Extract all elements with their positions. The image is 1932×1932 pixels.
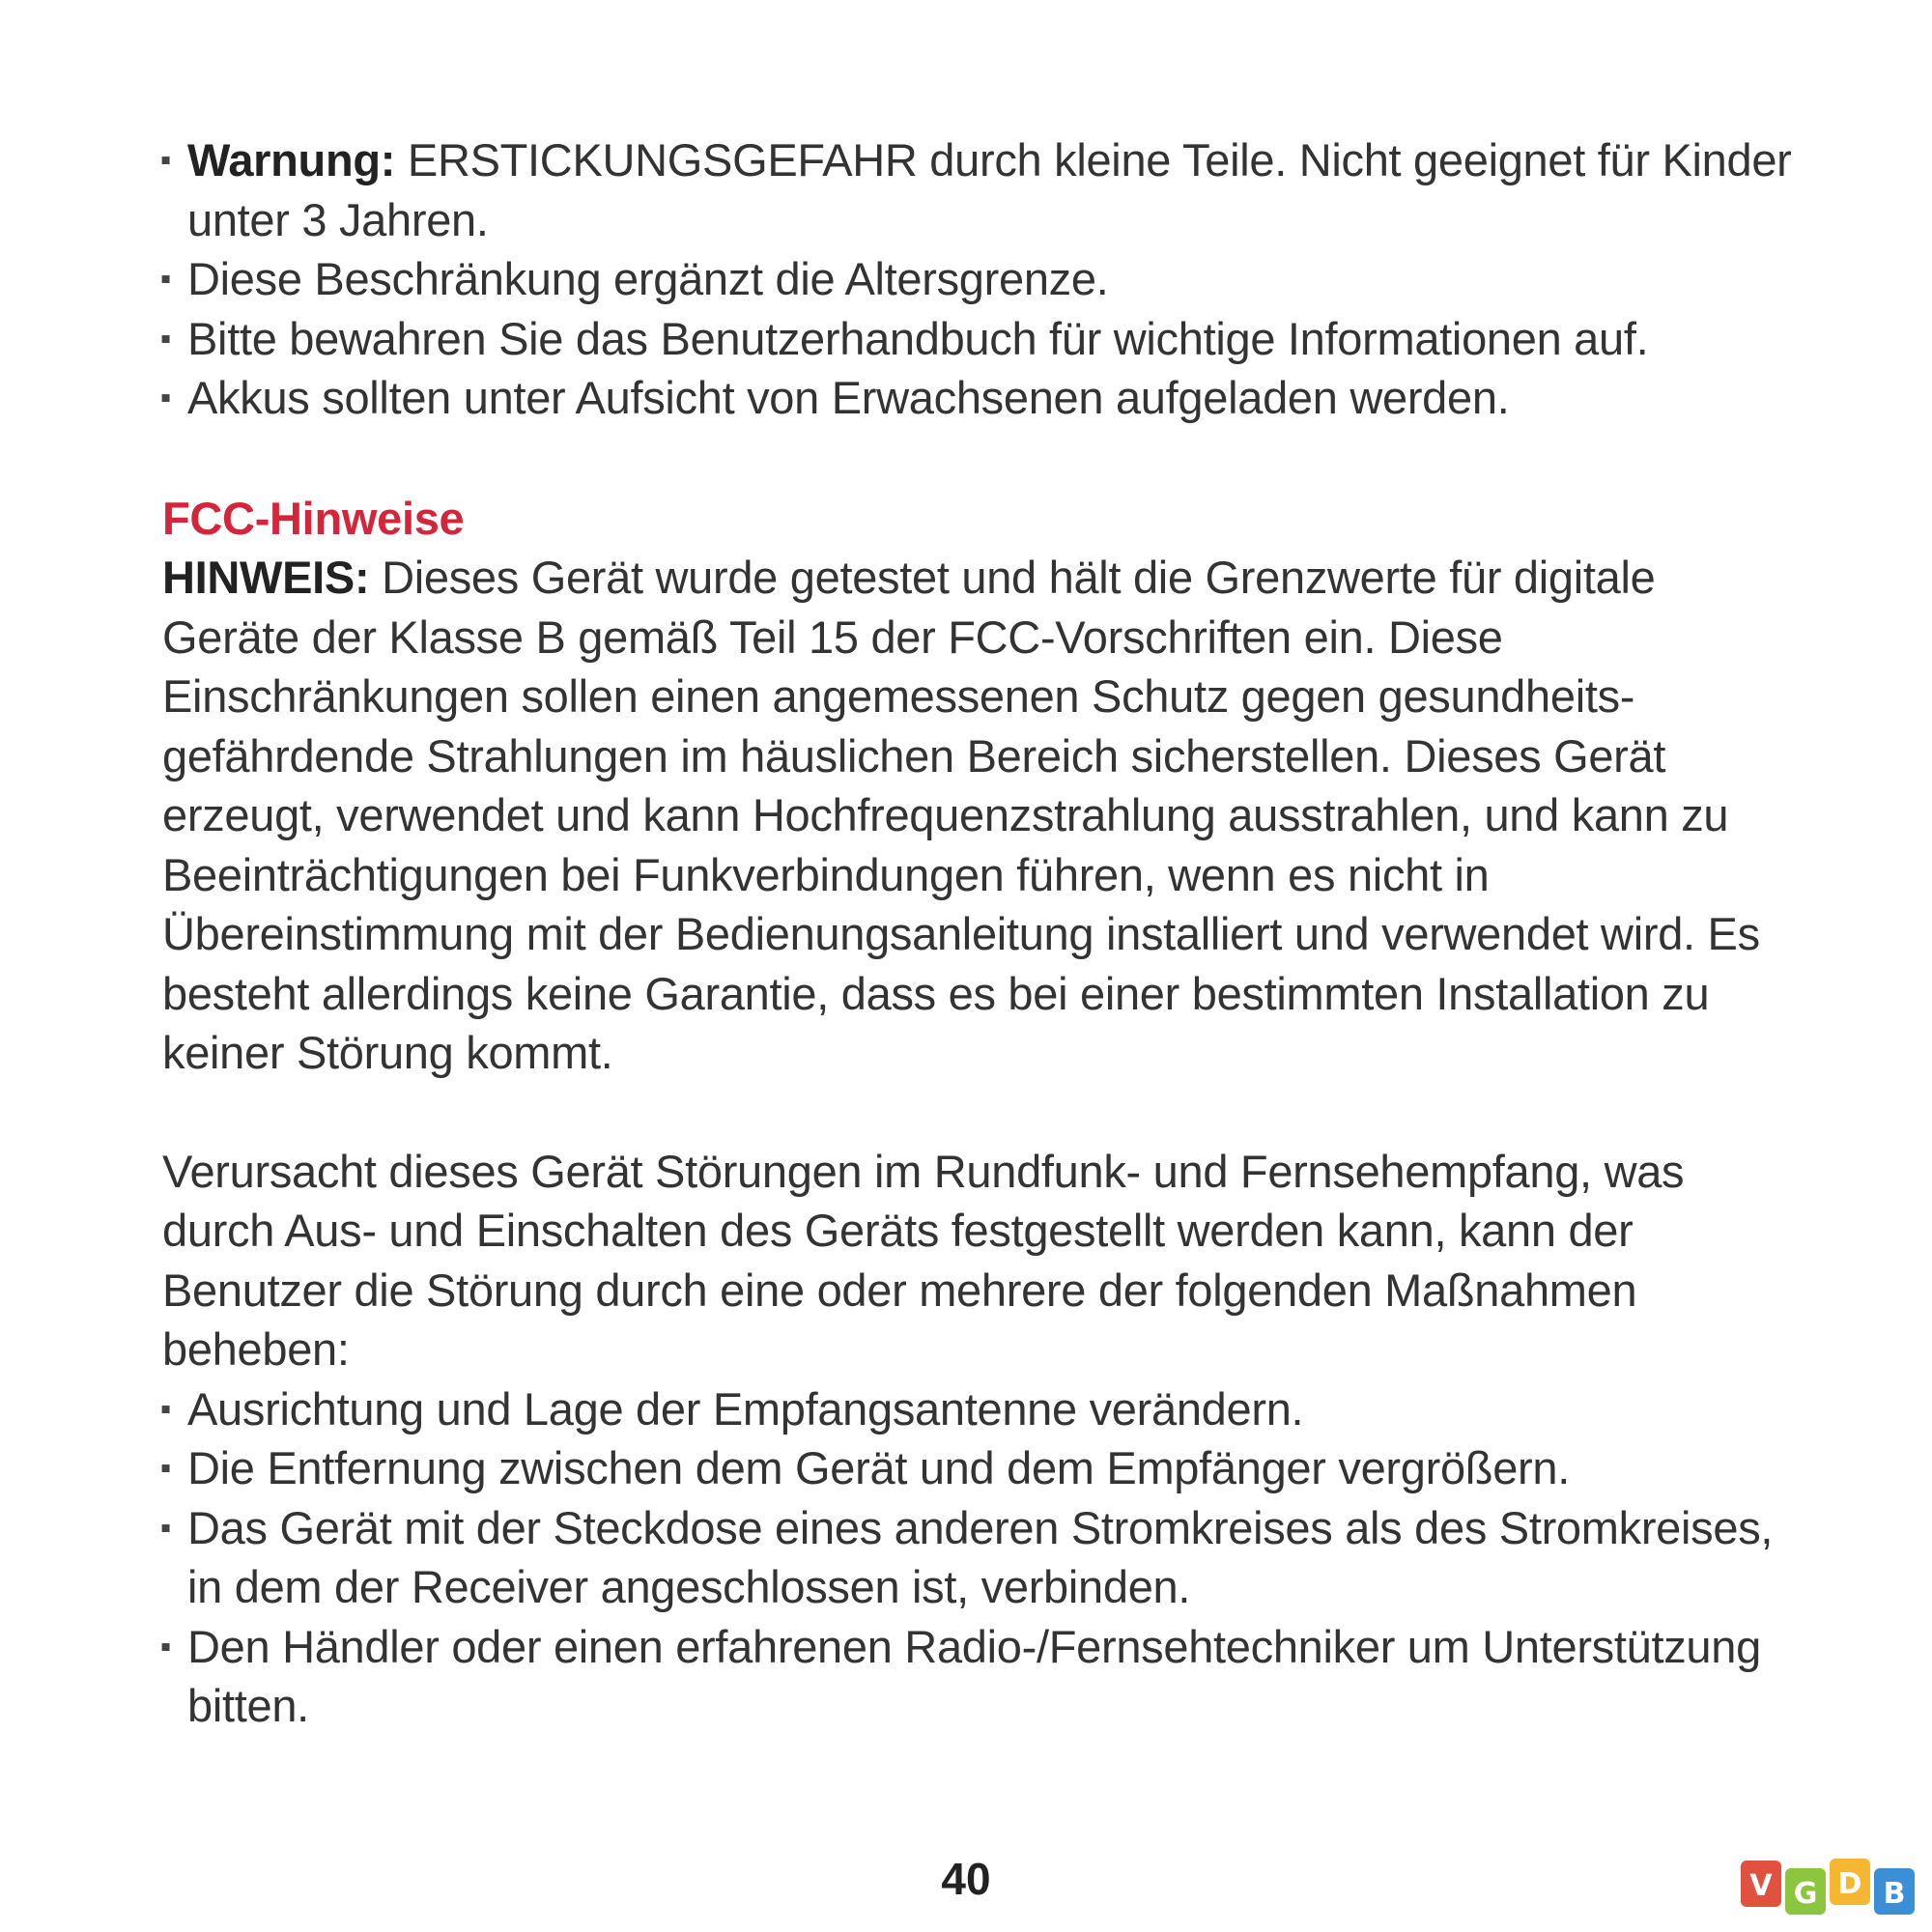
list-item (162, 249, 1804, 309)
watermark-tile-v (1741, 1861, 1781, 1907)
warning-text: Bitte bewahren Sie das Benutzerhandbuch für wichtige Informationen auf. (187, 312, 1649, 364)
watermark-letter: G (1793, 1877, 1818, 1911)
watermark-tile-d (1830, 1859, 1870, 1905)
list-item: ▪ Den Händler oder einen erfahrenen Radio-/Fernsehtechniker um Unterstützung bitten. (162, 1617, 1804, 1736)
warning-list (162, 130, 1804, 428)
watermark-letter: V (1749, 1869, 1773, 1903)
warning-text: ERSTICKUNGSGEFAHR durch kleine Teile. Nicht geeignet für Kinder unter 3 Jahren. (187, 134, 1792, 245)
page-number: 40 (941, 1854, 991, 1904)
list-item (162, 309, 1804, 369)
list-item (162, 130, 1804, 249)
notice-text: Dieses Gerät wurde getestet und hält die Grenzwerte für digitale Geräte der Klasse B gemäß Teil 15 der FCC-Vorschriften ein. Diese Einschränkungen sollen einen angemessenen Schutz gegen gesundheits-gefährdende Strahlungen im häuslichen Bereich sicherstellen. Dieses Gerät erzeugt, verwendet und kann Hochfrequenzstrahlung ausstrahlen, und kann zu Beeinträchtigungen bei Funkverbindungen führen, wenn es nicht in Übereinstimmung mit der Bedienungsanleitung installiert und verwendet wird. Es besteht allerdings keine Garantie, dass es bei einer bestimmten Installation zu keiner Störung kommt. (162, 552, 1760, 1078)
notice-label: HINWEIS: (162, 552, 370, 603)
list-item: ▪ Ausrichtung und Lage der Empfangsantenne verändern. (162, 1379, 1804, 1439)
watermark-letter: D (1837, 1867, 1862, 1901)
warning-text: Akkus sollten unter Aufsicht von Erwachsenen aufgeladen werden. (187, 372, 1510, 423)
watermark-tile-b (1874, 1868, 1915, 1915)
watermark-tile-g (1785, 1868, 1826, 1915)
warning-label: Warnung: (187, 134, 396, 185)
interference-paragraph: Verursacht dieses Gerät Störungen im Rundfunk- und Fernsehempfang, was durch Aus- und Einschalten des Geräts festgestellt werden kann, kann der Benutzer die Störung durch eine oder mehrere der folgenden Maßnahmen beheben: (162, 1145, 1685, 1375)
measures-list (162, 1379, 1804, 1736)
fcc-heading: FCC-Hinweise (162, 492, 465, 544)
fcc-notice-paragraph (162, 548, 1804, 1083)
manual-page (162, 130, 1804, 1736)
spacer (162, 1083, 1804, 1142)
list-item: ▪ Das Gerät mit der Steckdose eines anderen Stromkreises als des Stromkreises, in dem der Receiver angeschlossen ist, verbinden. (162, 1498, 1804, 1617)
watermark-letter: B (1883, 1877, 1906, 1911)
vgdb-logo-watermark (1739, 1855, 1922, 1922)
warning-text: Diese Beschränkung ergänzt die Altersgrenze. (187, 253, 1109, 304)
spacer (162, 428, 1804, 489)
list-item: ▪ Die Entfernung zwischen dem Gerät und dem Empfänger vergrößern. (162, 1438, 1804, 1498)
list-item (162, 368, 1804, 428)
